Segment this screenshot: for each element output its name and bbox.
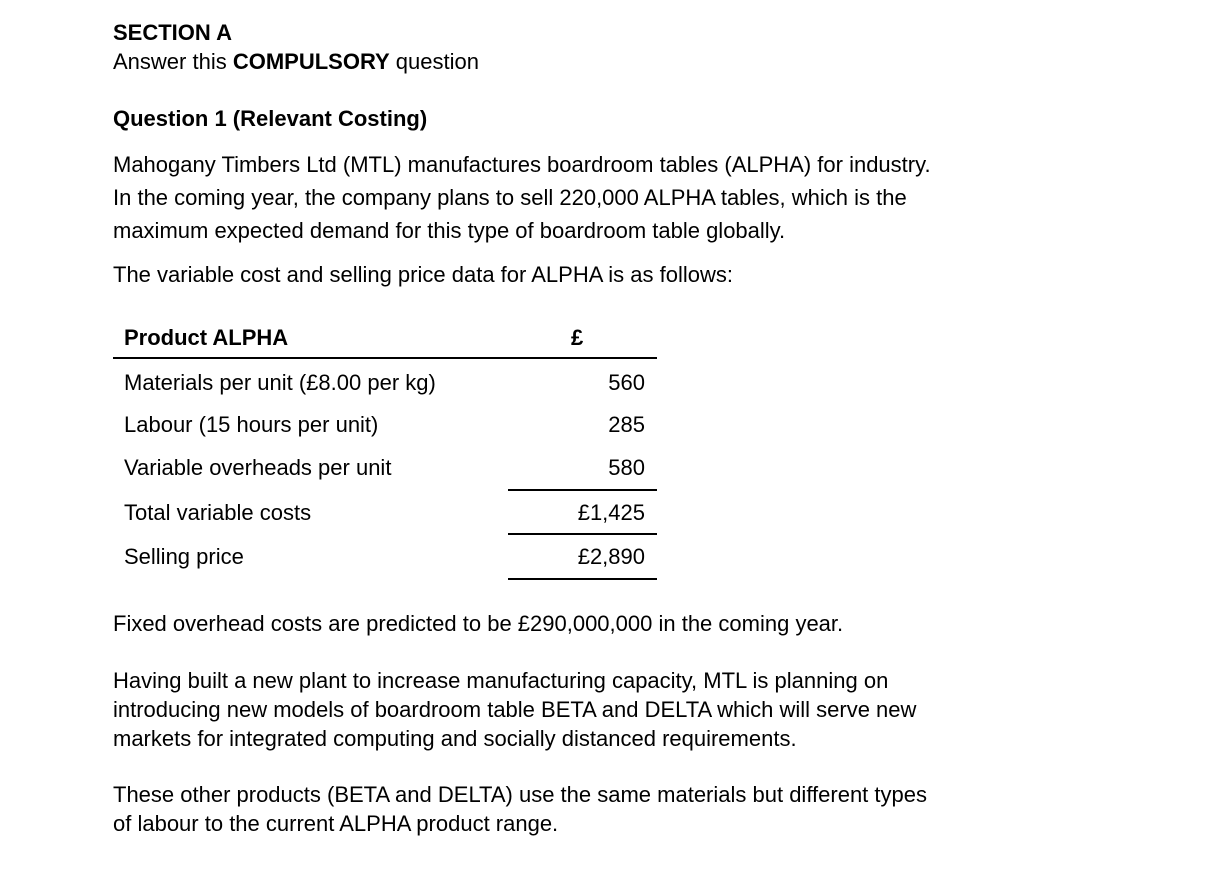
intro-paragraph (113, 148, 931, 247)
intro-line: maximum expected demand for this type of boardroom table globally. (113, 218, 786, 243)
subtotal-rule (508, 489, 657, 491)
fixed-overheads-text: Fixed overhead costs are predicted to be £290,000,000 in the coming year. (113, 611, 844, 636)
header-rule (113, 357, 657, 359)
table-row-value: 580 (608, 455, 645, 480)
table-intro: The variable cost and selling price data for ALPHA is as follows: (113, 262, 733, 287)
section-title: SECTION A (113, 20, 232, 45)
intro-line: Mahogany Timbers Ltd (MTL) manufactures boardroom tables (ALPHA) for industry. (113, 152, 931, 177)
table-row-label: Total variable costs (124, 500, 312, 525)
table-header-label: Product ALPHA (124, 325, 289, 350)
instruction-suffix: question (389, 49, 479, 74)
table-header-currency: £ (571, 325, 584, 350)
table-row-label: Selling price (124, 544, 244, 569)
new-plant-line: markets for integrated computing and socially distanced requirements. (113, 726, 797, 751)
new-plant-paragraph (113, 666, 916, 753)
table-row-value: £1,425 (577, 500, 645, 525)
table-row-value: 560 (608, 370, 645, 395)
question-title: Question 1 (Relevant Costing) (113, 106, 428, 131)
instruction-bold: COMPULSORY (232, 49, 390, 74)
instruction-prefix: Answer this (113, 49, 233, 74)
total-rule (508, 533, 657, 535)
new-plant-line: Having built a new plant to increase manufacturing capacity, MTL is planning on (113, 668, 889, 693)
other-products-line: These other products (BETA and DELTA) use the same materials but different types (113, 782, 927, 807)
table-row-label: Variable overheads per unit (124, 455, 392, 480)
other-products-paragraph (113, 780, 927, 838)
other-products-line: of labour to the current ALPHA product range. (113, 811, 559, 836)
table-row-label: Materials per unit (£8.00 per kg) (124, 370, 436, 395)
section-instruction (113, 49, 479, 75)
table-row-value: 285 (608, 412, 645, 437)
table-row-value: £2,890 (577, 544, 645, 569)
intro-line: In the coming year, the company plans to sell 220,000 ALPHA tables, which is the (113, 185, 907, 210)
bottom-rule (508, 578, 657, 580)
table-row-label: Labour (15 hours per unit) (124, 412, 379, 437)
new-plant-line: introducing new models of boardroom table BETA and DELTA which will serve new (113, 697, 917, 722)
